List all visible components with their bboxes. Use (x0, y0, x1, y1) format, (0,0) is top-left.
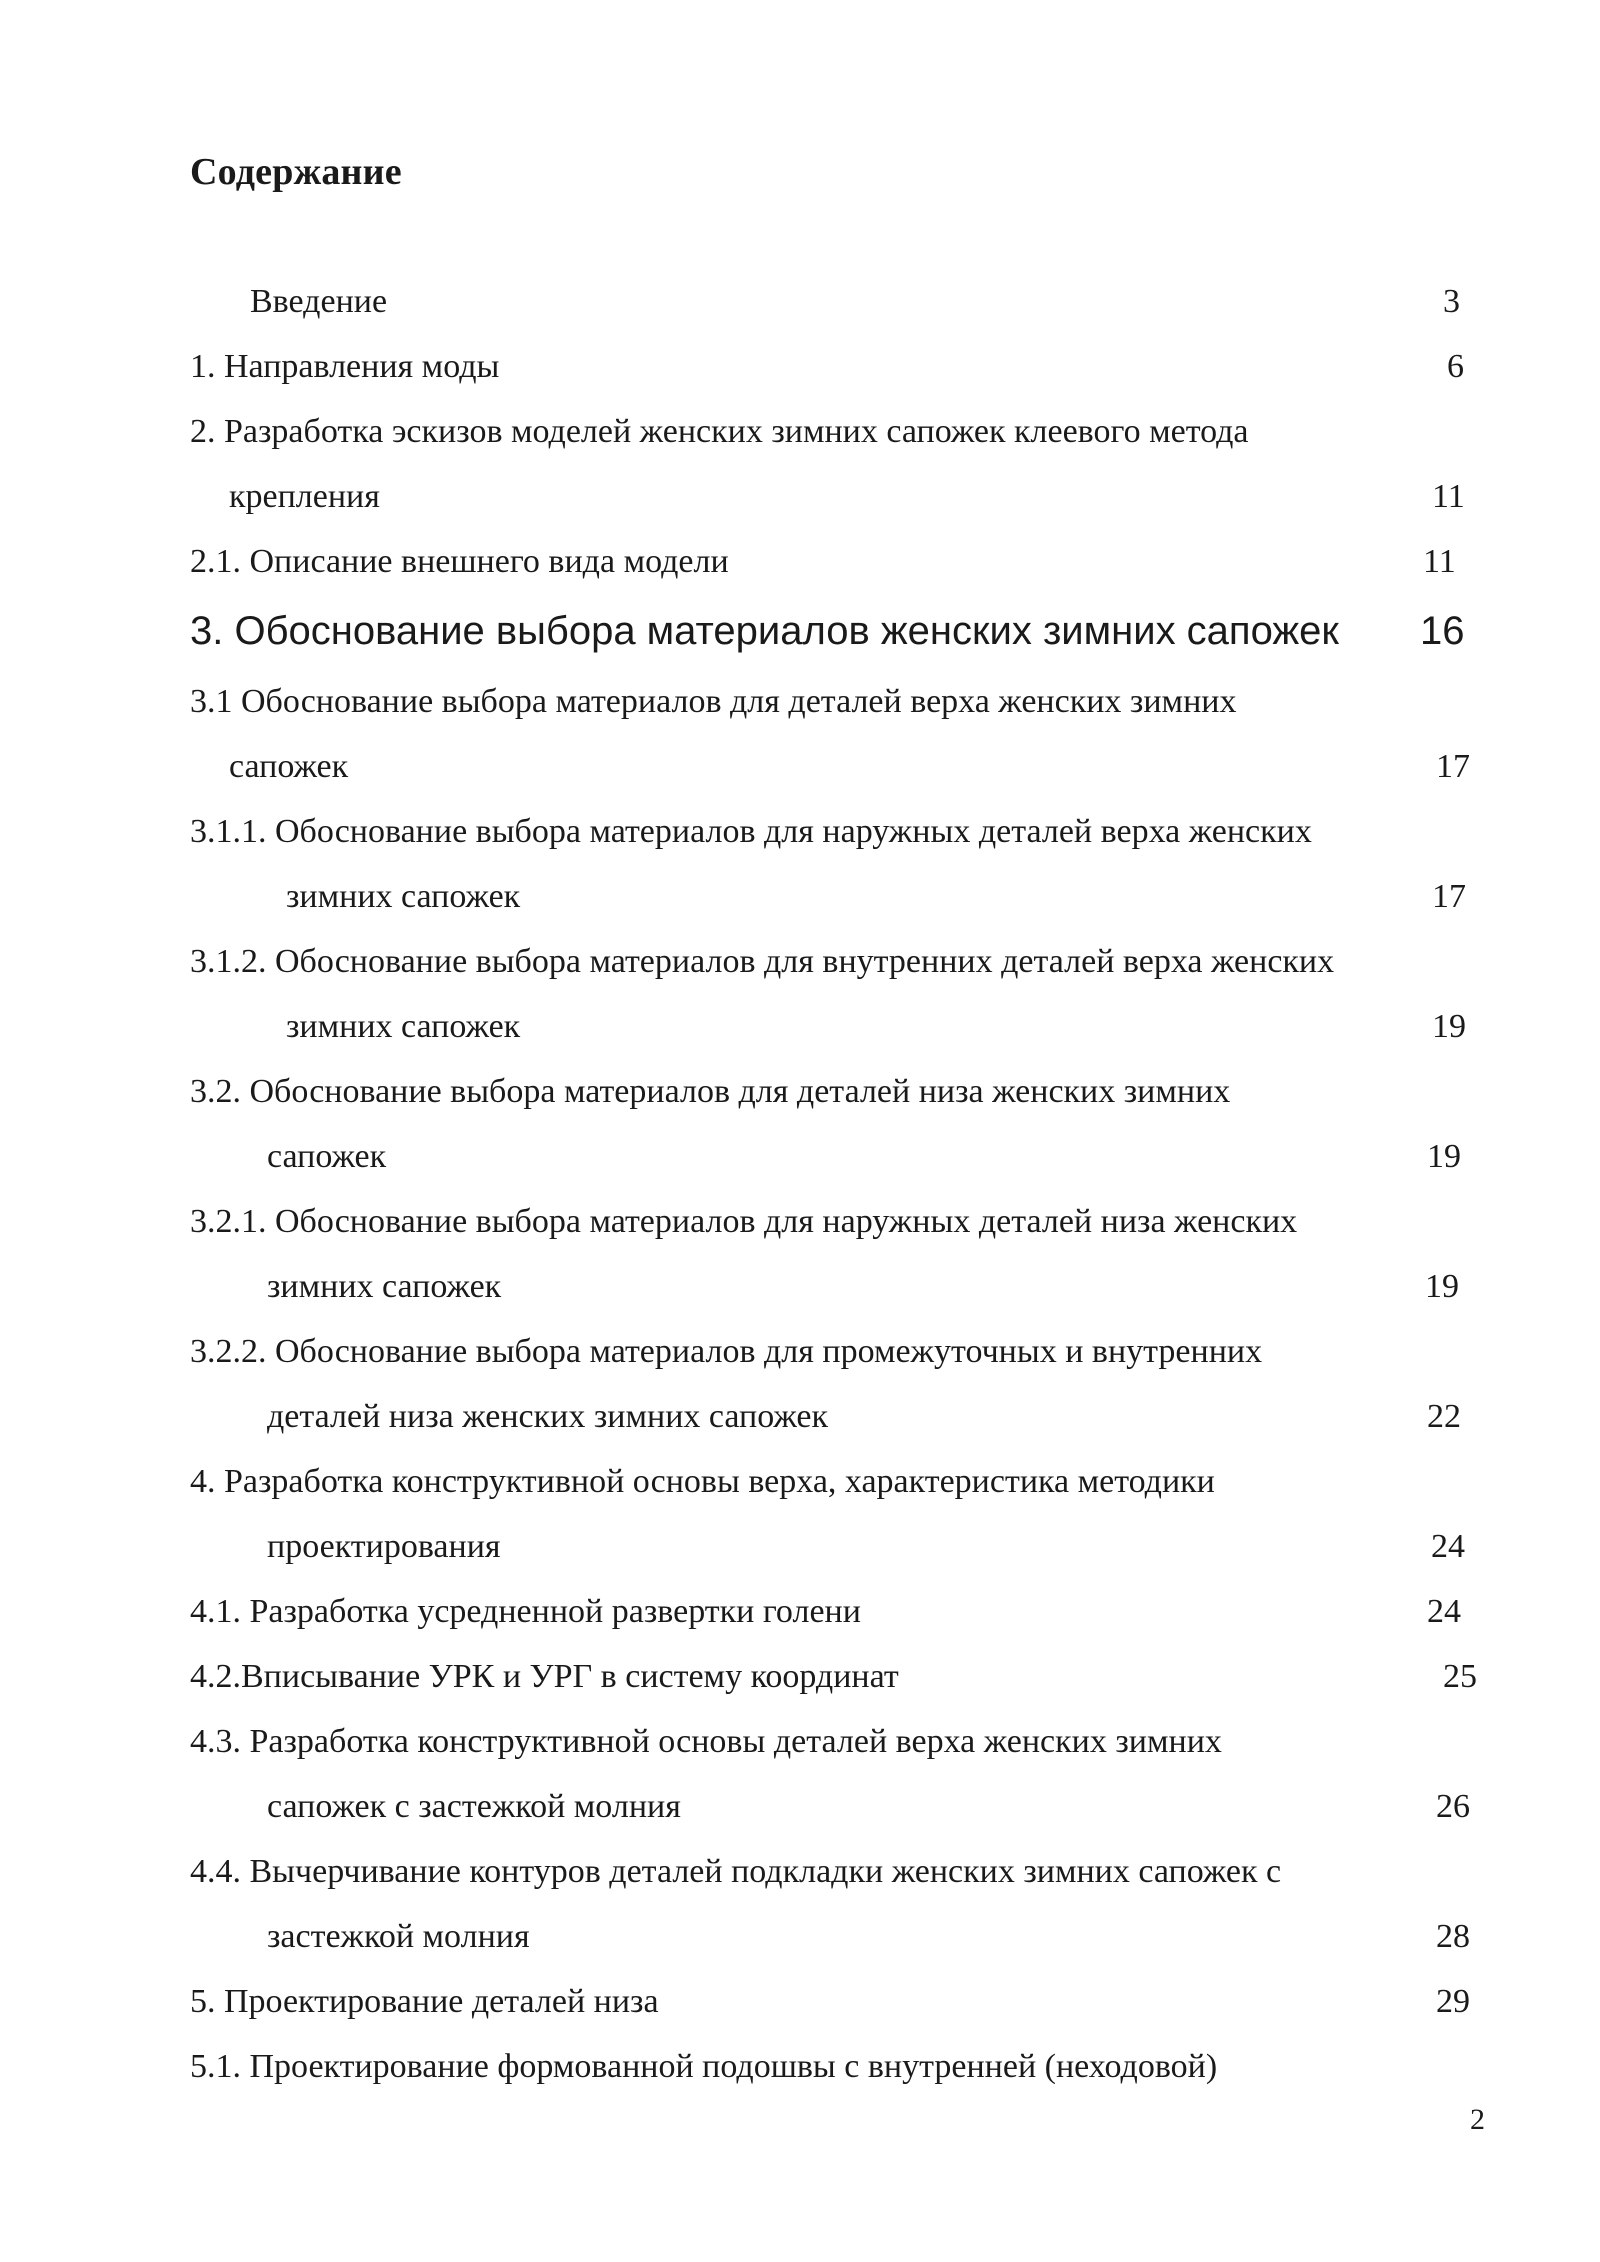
toc-entry-text: 3.2.2. Обоснование выбора материалов для промежуточных и внутренних (190, 1333, 1263, 1370)
toc-entry-page: 28 (1436, 1918, 1470, 1955)
toc-entry-text: 4.3. Разработка конструктивной основы деталей верха женских зимних (190, 1723, 1222, 1760)
toc-entry-page: 24 (1427, 1593, 1461, 1630)
toc-entry-page: 17 (1432, 878, 1466, 915)
toc-entry-page: 16 (1420, 609, 1465, 653)
toc-entry-text: 3.1.2. Обоснование выбора материалов для внутренних деталей верха женских (190, 943, 1335, 980)
toc-entry-text: зимних сапожек (286, 1008, 521, 1045)
toc-entry-text: проектирования (267, 1528, 501, 1565)
toc-entry-text: сапожек (267, 1138, 387, 1175)
toc-entry-text: застежкой молния (267, 1918, 530, 1955)
toc-entry-text: зимних сапожек (286, 878, 521, 915)
toc-entry-text: крепления (229, 478, 380, 515)
toc-entry-page: 22 (1427, 1398, 1461, 1435)
toc-entry-page: 19 (1425, 1268, 1459, 1305)
toc-entry-text: 5. Проектирование деталей низа (190, 1983, 659, 2020)
toc-entry-page: 19 (1432, 1008, 1466, 1045)
toc-entry-text: Введение (250, 283, 388, 320)
toc-entry-page: 19 (1427, 1138, 1461, 1175)
toc-entry-page: 29 (1436, 1983, 1470, 2020)
toc-entry-page: 3 (1443, 283, 1460, 320)
toc-entry-text: 3.2.1. Обоснование выбора материалов для наружных деталей низа женских (190, 1203, 1298, 1240)
toc-entry-page: 25 (1443, 1658, 1477, 1695)
page-number: 2 (1470, 2103, 1485, 2136)
toc-entry-text: сапожек (229, 748, 349, 785)
toc-entry-page: 24 (1431, 1528, 1465, 1565)
toc-entry-text: 4.2.Вписывание УРК и УРГ в систему координат (190, 1658, 899, 1695)
toc-entry-page: 11 (1432, 478, 1465, 515)
toc-entry-text: 3.1 Обоснование выбора материалов для деталей верха женских зимних (190, 683, 1237, 720)
toc-entry-page: 26 (1436, 1788, 1470, 1825)
toc-entry-text: 4. Разработка конструктивной основы верха, характеристика методики (190, 1463, 1215, 1500)
page-title: Содержание (190, 151, 402, 193)
toc-entry-text: 3. Обоснование выбора материалов женских зимних сапожек (190, 609, 1339, 653)
toc-entry-page: 11 (1423, 543, 1456, 580)
toc-entry-text: 2.1. Описание внешнего вида модели (190, 543, 729, 580)
toc-entry-text: 4.4. Вычерчивание контуров деталей подкладки женских зимних сапожек с (190, 1853, 1282, 1890)
toc-entry-text: 3.1.1. Обоснование выбора материалов для наружных деталей верха женских (190, 813, 1312, 850)
toc-entry-text: 3.2. Обоснование выбора материалов для деталей низа женских зимних (190, 1073, 1231, 1110)
toc-entry-text: 1. Направления моды (190, 348, 500, 385)
toc-entry-text: 4.1. Разработка усредненной развертки голени (190, 1593, 861, 1630)
toc-entry-text: деталей низа женских зимних сапожек (267, 1398, 829, 1435)
toc-entry-page: 17 (1436, 748, 1470, 785)
toc-entry-text: зимних сапожек (267, 1268, 502, 1305)
toc-entry-text: 5.1. Проектирование формованной подошвы с внутренней (неходовой) (190, 2048, 1218, 2085)
toc-entry-page: 6 (1447, 348, 1464, 385)
toc-entry-text: 2. Разработка эскизов моделей женских зимних сапожек клеевого метода (190, 413, 1249, 450)
toc-entry-text: сапожек с застежкой молния (267, 1788, 681, 1825)
